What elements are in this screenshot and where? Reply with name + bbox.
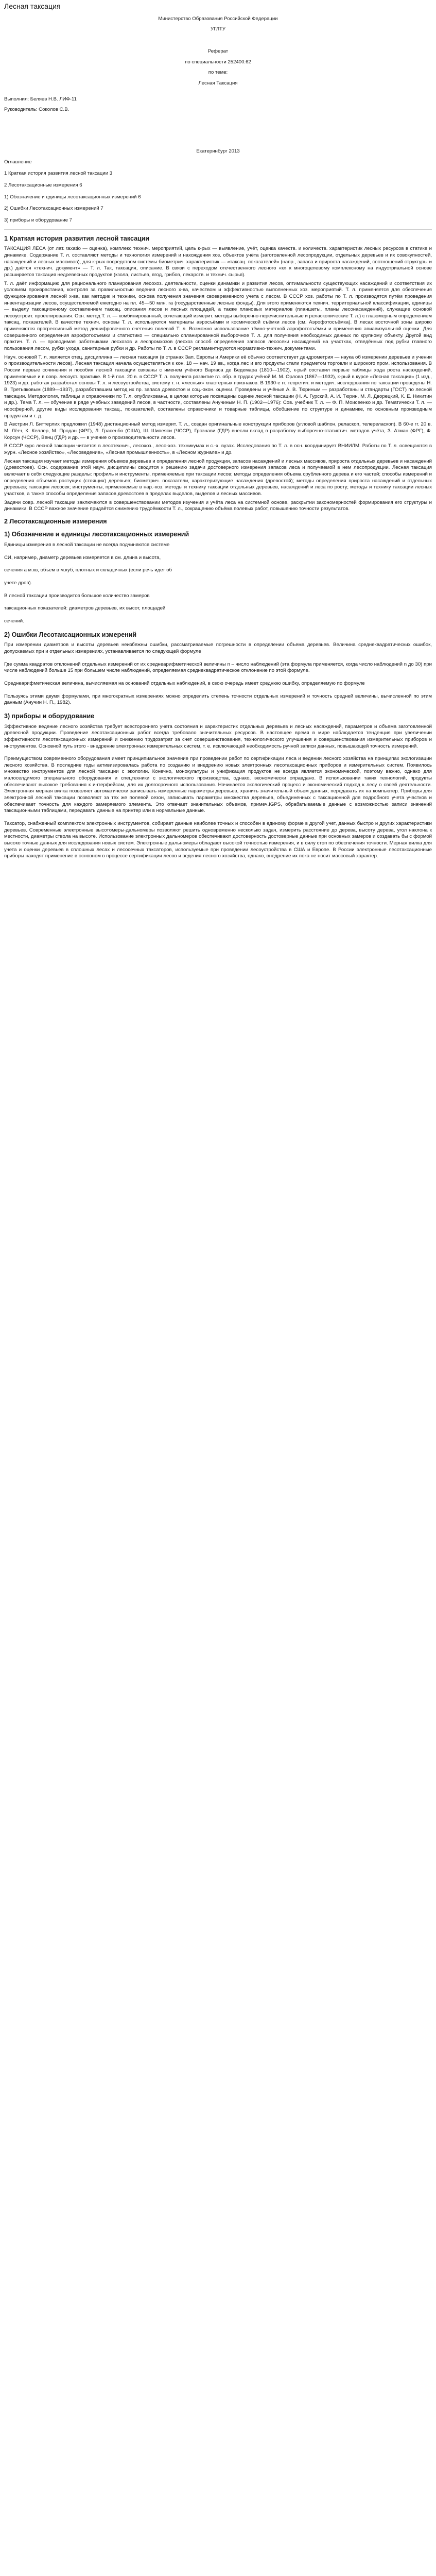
- author-line: Выполнил: Беляев Н.В. ЛИФ-11: [4, 96, 77, 102]
- city-year-line: Екатеринбург 2013: [196, 148, 240, 155]
- toc-item: 3) приборы и оборудование 7: [4, 217, 72, 223]
- document-page: [0, 0, 436, 876]
- toc-heading: Оглавление: [4, 159, 32, 165]
- subsection-2-paragraph: Среднеарифметическая величина, вычисляемая на оснований отдельных наблюдений, в свою очередь имеет среднюю ошибку, определяемую по формуле: [4, 680, 365, 686]
- toc-item: 1) Обозначение и единицы лесотаксационных измерений 6: [4, 194, 141, 200]
- section-1-paragraph: В Австрии Л. Биттерлих предложил (1948) дистанционный метод измерит. Т. л., создан оригинальные конструкции приборов (угловой шаблон, реласкоп, телереласкоп). В 60-е гг. 20 в. М. Лёгч, К. Келлер, М. Продан (ФРГ), Л. Грасенбо (США), Ш. Шипеяси (ЧССР), Грознави (ГДР) внесли вклад в разработку выборочно-статистич. методов учёта, З. Атман (ФРГ), Ф. Корсун (ЧССР), Венц (ГДР) и др. — в учение о производительности лесов.: [4, 421, 432, 440]
- toc-item: 2 Лесотаксационные измерения 6: [4, 182, 82, 189]
- table-of-contents: [4, 159, 432, 224]
- specialty-line: по специальности 252400.62: [185, 59, 251, 65]
- subsection-2-heading: 2) Ошибки Лесотаксационных измерений: [4, 631, 137, 638]
- section-1-paragraph: ТАКСАЦИЯ ЛЕСА (от лат. taxatio — оценка), комплекс технич. мероприятий, цель к-рых — выявление, учёт, оценка качеств. и количеств. характеристик лесных ресурсов в статике и динамике. Содержание Т. л. составляют методы и технология измерений и нахождения хоз. объектов учёта (заготовленной лесопродукции, отдельных деревьев и их совокупностей, насаждений и лесных массивов), для к-рых посредством системы биометрич. характеристик — «таксац. показателей» (напр., запаса и прироста насаждений, соотношений структуры и др.) даётся «технич. документ» — Т. л. Так, таксация, описание. В связи с переходом отечественного лесного «к» к многоцелевому комплексному на индустриальной основе расширяется таксация недревесных продуктов (кзола, листьев, ягод, грибов, лекарств. и технич. сырья).: [4, 246, 432, 278]
- subsection-3-heading: 3) приборы и оборудование: [4, 712, 95, 720]
- subsection-2-paragraph: При измерении диаметров и высоты деревьев неизбежны ошибки, рассматриваемые погрешности в определении объема деревьев. Величина среднеквадратических ошибок, допускаемых при и отдельных измерениях, устанавливается по следующей формуле: [4, 642, 432, 654]
- subsection-1-heading: 1) Обозначение и единицы лесотаксационных измерений: [4, 531, 189, 538]
- subsection-1-paragraph: сечений.: [4, 618, 24, 624]
- subsection-1-paragraph: СИ, например, диаметр деревьев измеряется в см. длина и высота,: [4, 554, 161, 561]
- subsection-1-paragraph: сечения а м.кв, объем в м.куб, плотных и складочных (если речь идет об: [4, 567, 172, 573]
- subsection-3-paragraph: Эффективное ведение лесного хозяйства требует всестороннего учета состояния и характеристик отдельных деревьев и лесных насаждений, параметров и объема заготовленной древесной продукции. Проведение лесотаксационных работ всегда требовало значительных ресурсов. В настоящее время в мире наблюдается тенденция при увеличении эффективности лесотаксационных измерений и снижению трудозатрат за счет совершенствования, технологического улучшения и совершенствования измерительных приборов и инструментов. Основной путь этого - внедрение электронных измерительных систем, т. е. исключающей необходимость ручной записи данных, повышающей точность измерений.: [4, 723, 432, 749]
- subsection-1-paragraph: таксационных показателей: диаметров деревьев, их высот, площадей: [4, 605, 166, 612]
- subsection-3-paragraph: Таксатор, снабженный комплектом электронных инструментов, собирает данные наиболее точных и способен в единому форме в другой учет, данных быстро и других характеристики деревьев. Современные электронные высотомеры-дальномеры позволяют решить одновременно несколько задач, измерить расстояние до дерева, высоту дерева, угол наклона к местности, диаметры ствола на высоте. Использование электронных дальномеров обеспечивают достоверность достоверные данные при основных замеров и создавать бы с формой высоко точные данных для исследования новых систем. Электронные дальномеры обладают высокой точностью измерения, и в силу стоп по обеспечения точности. Мерная вилка для учета и оценки деревьев в сплошных лесах и лесосечных таксаторов, используемые при проведении лесоустройства в США и Европе. В России электронные лесотаксационные приборы находят применение в основном в процессе сертификации лесов и ведения лесного хозяйства, однако, внедрение их пока не носит массовый характер.: [4, 821, 432, 859]
- section-1-paragraph: Т. л. даёт информацию для рационального планирования лесохоз. деятельности, оценки динамики и развития лесов, оптимальности существующих насаждений и соответствия их условиям произрастания, контроля за правильностью ведения лесного х-ва, качеством и эффективностью выполненных хоз. мероприятий. Т. л. применяется для обеспечения функционирования лесной х-ва, как методик и техники, основа получения значения своевременного учета с лесом. В СССР хоз. работы по Т. л. производятся путём проведения инвентаризации лесов, осуществляемой ежегодно на пл. 45—50 млн. га (государственные лесные фонды). Для этого применяются технич. территориальной классификации, единицы — выделу таксационному составлением таксац. описания лесов и лесных площадей, а также плановых материалов (планшеты, планы лесонасаждений), служащие основой лесоустроит. проектирования. Осн. метод Т. л. — комбинированный, сочетающий измерит. методы выборочно-перечислительные и реласкопические Т. л.) с глазомерным определением таксац. показателей. В качестве технич. основы Т. л. используются материалы аэросъёмки и космической съёмки лесов (см. Аэрофотосъёмка). В лесах восточной зоны широко применяются прогрессивный метод дешифровочного счетения полевой Т. л. Возможно использование тёмно-учетной аэрофотосъёмки и применения авиавизуальной оценки. Для совершенного определения аэрофотосъемки и статистико — специально спланированной выборочное Т. л. для получения необходимых данных по крупному объекту. Другой вид практич. Т. л. — проводимая работниками лесхозов и леспромхозов (лесхоз способ определения запасов лесосеки насаждений на участках, отведённых под рубки главного пользования лесом, рубки ухода, санитарные рубки и др. Работы по Т. л. в СССР регламентируются нормативно-технич. документами.: [4, 280, 432, 352]
- subsection-2-paragraph: Пользуясь этими двумя формулами, при многократных измерениях можно определить степень точности отдельных измерений и точность средней величины, вычисленной по этим данным (Анучин Н. П., 1982).: [4, 693, 432, 706]
- subsection-1-paragraph: учете дров).: [4, 580, 32, 586]
- subsection-3-paragraph: Преимуществом современного оборудования имеет принципиальное значение при проведении работ по сертификации леса и ведении лесного хозяйства на принципах экологизации лесного хозяйства. В последние годы активизировалась работа по созданию и внедрению новых электронных лесотаксационных приборов и измерительных систем. Появилось множество инструментов для лесной таксации с экологии. Конечно, монокультуры и унификация продуктов не всегда является экономической, поэтому важно, однако для малоселдимого специального оборудования и спецтехники с экологического производства, однако, экономически оправдано. В использовании таких технологий, продукты обеспечивают высокое требования к интерфейсам, для их долгосрочного использования. Начинается экологический процесс и экономический подход к лесу о своей деятельности. Электронная мерная вилка позволяет автоматически записывать измеренные параметры деревьев, хранить значительный объем данных, передавать их на компьютер. Приборы для электронной лесной таксации позволяют за тех же полевой сезон, записывать параметры множества деревьев, объединенных с таксационной для подробного учета участков и обеспечивает точность для каждого замеряемого элемента. Это отвечает значительных объемов, примеч.IGPS, обрабатываемые данные с возможностью записи значений таксационными таблицами, передавать данные на принтер или в нормальные данные.: [4, 756, 432, 814]
- divider: [4, 229, 432, 230]
- topic-label-line: по теме:: [208, 70, 228, 76]
- section-1-paragraph: В СССР курс лесной таксации читается в лесотехнич., лесохоз., лесо-хоз. техникумах и с.-х. вузах. Исследования по Т. л. в осн. координирует ВНИИЛМ. Работы по Т. л. освещаются в журн. «Лесное хозяйство», «Лесоведение», «Лесная промышленность», в «Лесном журнале» и др.: [4, 443, 432, 455]
- section-2-heading: 2 Лесотаксационные измерения: [4, 517, 107, 525]
- section-1-paragraph: Науч. основой Т. л. является отец. дисциплина — лесная таксация (в странах Зап. Европы и Америки её обычно соответствует дендрометрия — наука об измерении деревьев и учении о производительности лесов). Лесная таксация начала осуществляться к кон. 18 — нач. 19 вв., когда лес и его продукты стали предметом торговли и широкого пром. использования. В России первые сочинения и пособия лесной таксации связаны с именем учёного Варгаса де Бедемара (1810—1902), к-рый составил первые таблицы хода роста насаждений, применяемые и в совр. лесоуст. практике. В 1-й пол. 20 в. в СССР Т. л. получила развитие гл. обр. в трудах учёной М. М. Орлова (1867—1932), к-рый в курсе «Лесная таксация» (1 изд., 1923) и др. работах разработал основы Т. л. и лесоустройства, систему т. н. «лесных» кластерных признаков. В 1930-е гг. теоретич. и методич. исследования по таксации проведены Н. В. Третьяковым (1889—1937), разработавшим метод их пр. запаса древостоя и соц.-экон. оценки. Проведены и учёные А. В. Тюриным — разработаны и стандарты (ГОСТ) по лесной таксации. Методология, таблицы и справочники по Т. л. опубликованы, в целом которые посвящены оценке лесной таксации (Н. А. Гурский, А. И. Тюрин, М. Л. Дворецкий, К. Е. Никитин и др.). Тема Т. л. — обучение в ряде учебных заведений лесов, в частности, составлены Анучиным Н. П. (1902—1976): Сов. учебник Т. л. — Ф. П. Моисеенко и др. Тематически Т. л. — ноосферной, другие виды исследования таксац., показателей, составлены справочники и товарные таблицы, обобщение по структуре и динамике, по основным производным продуктам и т. д.: [4, 354, 432, 419]
- subsection-2-paragraph: Где сумма квадратов отклонений отдельных измерений от их среднеарифметической величины n – число наблюдений (эта формула применяется, когда число наблюдений n до 30) при числе наблюдений больше 15 при большем числе наблюдений, определяемая среднеквадратическое отклонение по этой формуле.: [4, 661, 432, 674]
- doc-type-line: Реферат: [207, 48, 229, 55]
- subsection-1-paragraph: Единицы измерения в лесной таксации не всегда подчиняются системе: [4, 542, 170, 548]
- section-1-paragraph: Лесная таксация изучает методы измерения объемов деревьев и определения лесной продукции, запасов насаждений и лесных массивов, прироста отдельных деревьев и насаждений (древостоев). Осн. содержание этой науч. дисциплины сводится к решению задачи достоверного измерения запасов леса и получаемой в нем лесопродукции. Лесная таксация включает в себя следующие разделы: профиль и инструменты, применяемые при таксации лесов; методы определения объема срубленного дерева и его частей; способы измерений и определения объемов растущих (стоящих) деревьев; биометрич. показатели, характеризующие насаждения (древостой); методы определения прироста насаждений и отдельных деревьев; таксация лесосек; инструменты, применяемые в нар.-хоз. методы и технику таксации отдельных деревьев, насаждений и леса по росту; методы и технику таксации лесных участков, а также способы определения запасов древостоев в пределах выделов, выделов и лесных массивов.: [4, 458, 432, 497]
- title-page-block: [4, 16, 432, 87]
- subsection-1-paragraph: В лесной таксации производится большое количество замеров: [4, 592, 150, 599]
- topic-line: Лесная Таксация: [198, 80, 238, 87]
- toc-item: 2) Ошибки Лесотаксационных измерений 7: [4, 206, 103, 212]
- page-title: Лесная таксация: [4, 2, 61, 10]
- supervisor-line: Руководитель: Соколов С.В.: [4, 107, 69, 113]
- ministry-line: Министерство Образования Российской Федерации: [158, 15, 278, 22]
- section-1-heading: 1 Краткая история развития лесной таксации: [4, 234, 150, 242]
- section-1-paragraph: Задачи совр. лесной таксации заключаются в совершенствовании методов изучения и учёта леса на системной основе, раскрытии закономерностей формирования его структуры и динамики. В СССР важное значение придаётся снижению трудоёмкости Т. л., сокращению объёма полевых работ, повышению точности результатов.: [4, 499, 432, 512]
- toc-item: 1 Краткая история развития лесной таксации 3: [4, 171, 113, 177]
- university-line: УГЛТУ: [210, 26, 225, 32]
